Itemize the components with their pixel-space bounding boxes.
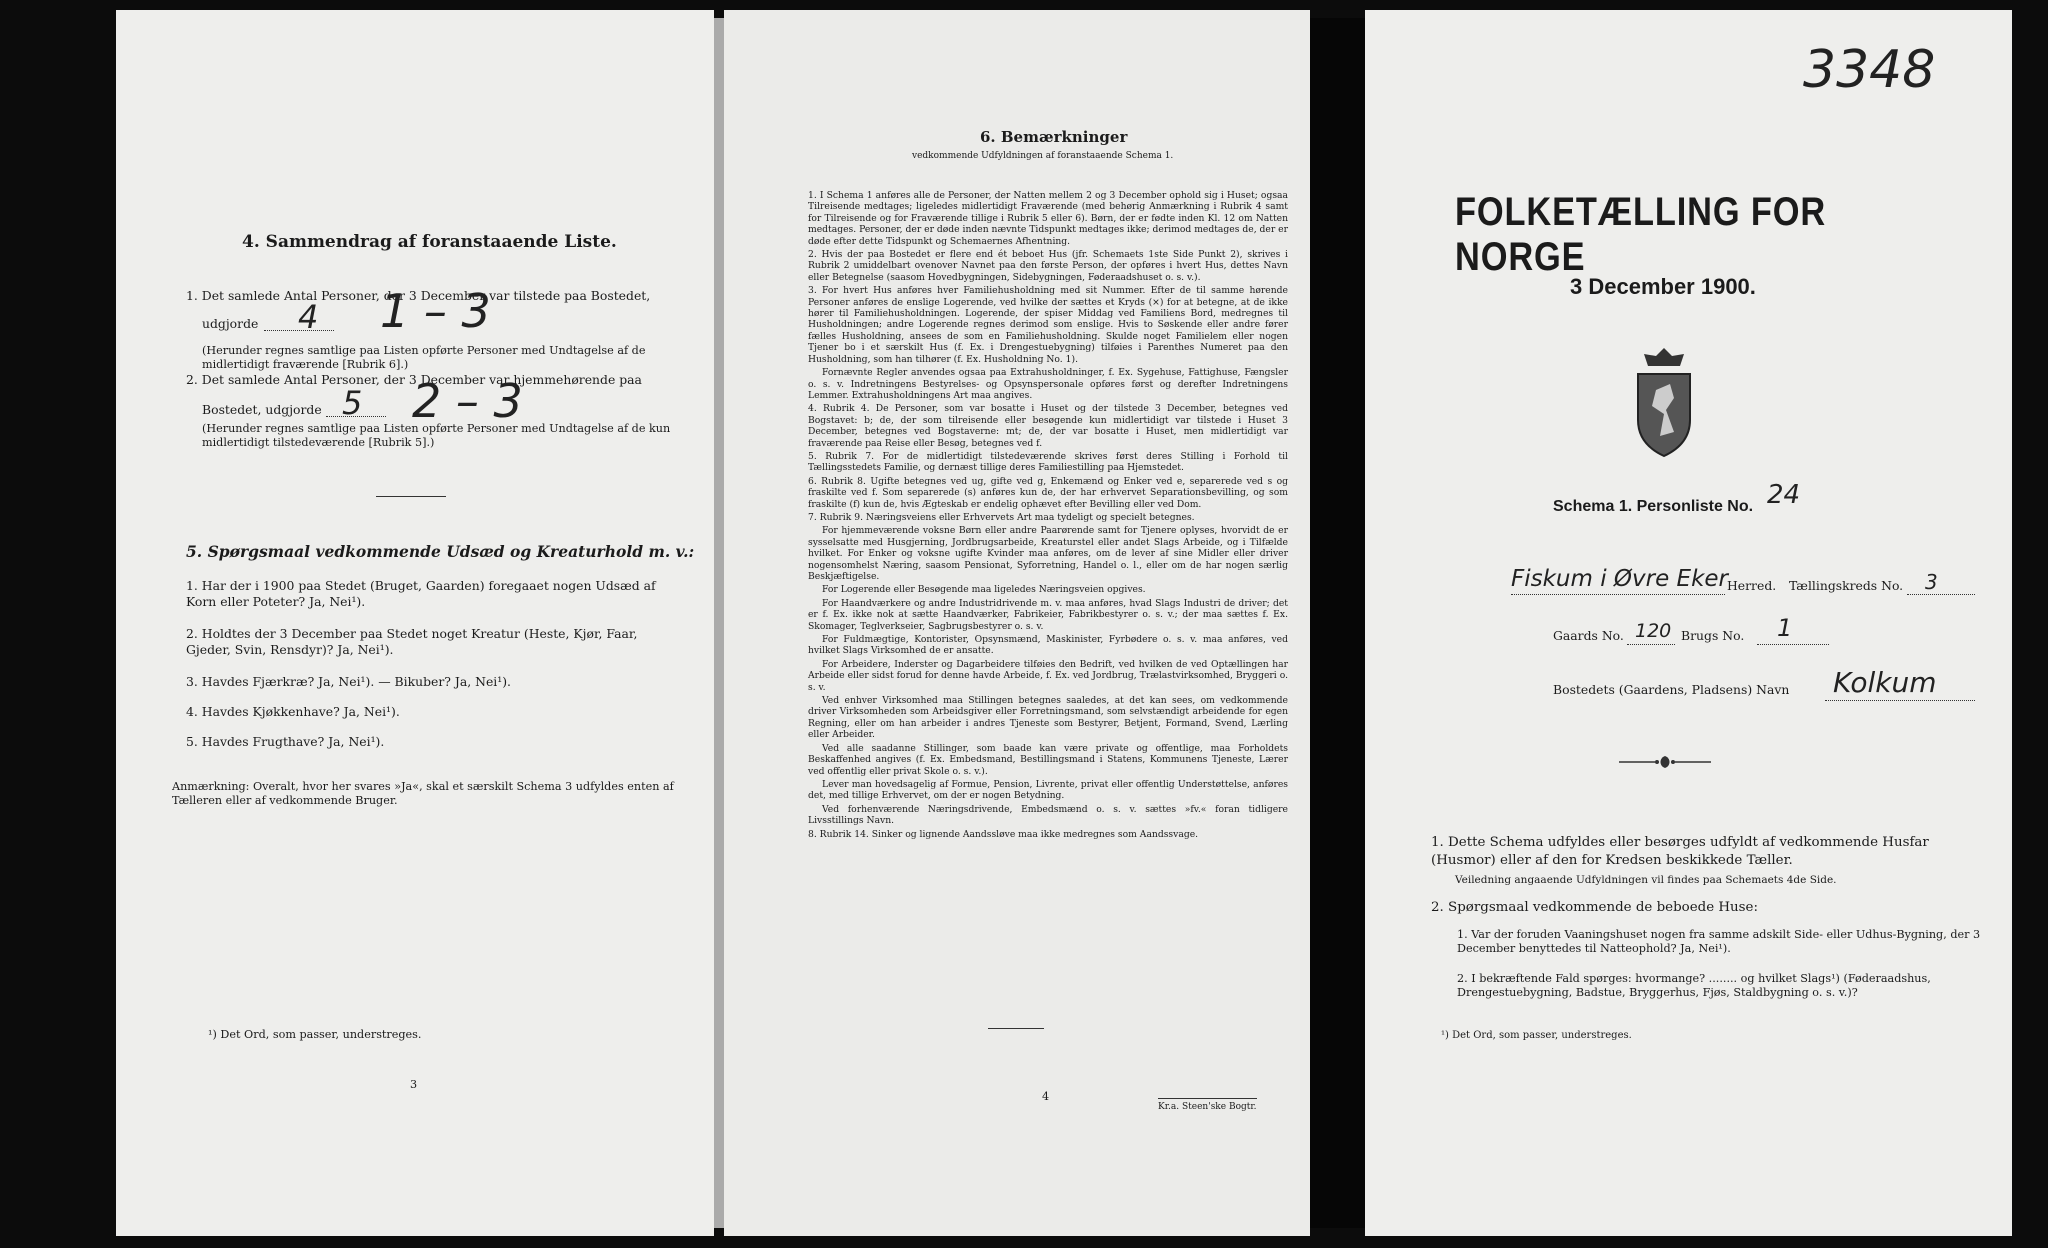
instruction-1-note: Veiledning angaaende Udfyldningen vil findes paa Schemaets 4de Side. [1455,874,1837,886]
kreds-label: Tællingskreds No. [1789,578,1904,593]
bosted-value: Kolkum [1833,666,1937,699]
cover-date: 3 December 1900. [1570,274,1756,299]
q5-5: 5. Havdes Frugthave? Ja, Nei¹). [186,734,385,749]
remark-item: For Logerende eller Besøgende maa ligeledes Næringsveien opgives. [822,584,1146,596]
page-gutter [714,18,724,1228]
q2-handwritten-value: 5 [342,384,363,422]
remark-item: For Fuldmægtige, Kontorister, Opsynsmænd, Maskinister, Fyrbødere o. s. v. maa anføres, ved hvilket Slags Virksomhed de er ansatte. [808,634,1288,657]
divider [376,496,446,497]
instruction-1: 1. Dette Schema udfyldes eller besørges udfyldt af vedkommende Husfar (Husmor) eller af den for Kredsen beskikkede Tæller. [1431,835,1929,868]
gaards-label: Gaards No. [1553,628,1624,643]
cover-title: FOLKETÆLLING FOR NORGE [1455,190,1827,279]
q5-4: 4. Havdes Kjøkkenhave? Ja, Nei¹). [186,704,400,719]
remark-item: Ved forhenværende Næringsdrivende, Embedsmænd o. s. v. sættes »fv.« foran tidligere Livsstillings Navn. [808,803,1288,827]
schema-number: 24 [1767,480,1801,510]
bosted-line [1825,700,1975,701]
herred-label: Herred. [1727,578,1777,593]
herred-line [1511,594,1725,595]
instruction-2-2: 2. I bekræftende Fald spørges: hvormange? ........ og hvilket Slags¹) (Føderaadshus, Drengestuebygning, Badstue, Bryggerhus, Fjøs, Staldbygning o. s. v.)? [1457,972,1931,1000]
q5-2: 2. Holdtes der 3 December paa Stedet noget Kreatur (Heste, Kjør, Faar, Gjeder, Svin, Rensdyr)? Ja, Nei¹). [186,626,638,657]
q1-udgjorde-label: udgjorde [202,316,259,331]
section-4-title: 4. Sammendrag af foranstaaende Liste. [242,232,617,252]
instruction-2: 2. Spørgsmaal vedkommende de beboede Huse: [1431,900,1758,915]
q1-handwritten-tally: 1 – 3 [380,284,491,338]
remarks-list [808,190,1288,842]
gaards-number: 120 [1635,620,1672,642]
page-4-remarks [724,10,1310,1236]
coat-of-arms-emblem [1626,340,1702,460]
instruction-2-1: 1. Var der foruden Vaaningshuset nogen fra samme adskilt Side- eller Udhus-Bygning, der 3 December benyttedes til Natteophold? Ja, Nei¹). [1457,928,1981,956]
ornament-divider [1615,754,1715,770]
cover-page [1365,10,2012,1236]
brugs-number: 1 [1777,614,1793,642]
q1-note: (Herunder regnes samtlige paa Listen opførte Personer med Undtagelse af de midlertidigt fraværende [Rubrik 6].) [202,344,646,372]
remarks-subtitle: vedkommende Udfyldningen af foranstaaende Schema 1. [912,151,1174,161]
page-number: 3 [410,1078,418,1091]
kreds-number: 3 [1925,570,1938,594]
remark-item: 5. Rubrik 7. For de midlertidigt tilstedeværende skrives først deres Stilling i Forhold til Tællingsstedets Familie, og dernæst tillige deres Familiestilling paa Hjemstedet. [808,450,1288,474]
page-gutter [1310,18,1365,1228]
printer-note: Kr.a. Steen'ske Bogtr. [1158,1098,1257,1113]
bosted-label: Bostedets (Gaardens, Pladsens) Navn [1553,682,1790,697]
remark-item: For Arbeidere, Inderster og Dagarbeidere tilføies den Bedrift, ved hvilken de ved Optællingen har Arbeide eller sidst forud for denne havde Arbeide, f. Ex. ved Jordbrug, Trælastvirksomhed, Bryggeri o. s. v. [808,658,1288,693]
q2-handwritten-tally: 2 – 3 [412,374,523,428]
remark-item: 4. Rubrik 4. De Personer, som var bosatte i Huset og der tilstede 3 December, betegnes ved Bogstavet: b; de, der som tilreisende eller besøgende kun midlertidigt var tilstede i Huset 3 December, betegnes ved Bogstaverne: mt; de, der var bosatte i Huset, men midlertidigt var fraværende paa Reise eller Besøg, betegnes ved f. [808,403,1288,449]
q1-dotted-line [264,330,334,331]
remarks-title: 6. Bemærkninger [980,128,1128,146]
q2-line1: 2. Det samlede Antal Personer, der 3 December var hjemmehørende paa [186,372,642,387]
gaards-line [1627,644,1675,645]
q5-3: 3. Havdes Fjærkræ? Ja, Nei¹). — Bikuber? Ja, Nei¹). [186,674,511,689]
section-5-title: 5. Spørgsmaal vedkommende Udsæd og Kreaturhold m. v.: [186,542,695,561]
footnote: ¹) Det Ord, som passer, understreges. [208,1028,422,1041]
q5-1: 1. Har der i 1900 paa Stedet (Bruget, Gaarden) foregaaet nogen Udsæd af Korn eller Poteter? Ja, Nei¹). [186,578,656,609]
remark-item: Ved alle saadanne Stillinger, som baade kan være private og offentlige, maa Forholdets Beskaffenhed angives (f. Ex. Embedsmand, Bestillingsmand i Statens, Kommunens Tjeneste, Lærer ved offentlig eller privat Skole o. s. v.). [808,742,1288,777]
brugs-label: Brugs No. [1681,628,1745,643]
remark-item: Ved enhver Virksomhed maa Stillingen betegnes saaledes, at det kan sees, om vedkommende driver Virksomheden som Arbeidsgiver eller Forretningsmand, som selvstændigt arbeidende for egen Regning, eller om han arbeider i andres Tjeneste som Bestyrer, Betjent, Formand, Svend, Lærling eller Arbeider. [808,695,1288,741]
q1-line1: 1. Det samlede Antal Personer, der 3 December var tilstede paa Bostedet, [186,288,651,303]
q2-bostedet-label: Bostedet, udgjorde [202,402,322,417]
remark-item: 8. Rubrik 14. Sinker og lignende Aandssløve maa ikke medregnes som Aandssvage. [808,828,1199,840]
remark-item: 3. For hvert Hus anføres hver Familiehusholdning med sit Nummer. Efter de til samme hørende Personer anføres de enslige Logerende, ved hvilke der sættes et Kryds (×) for at betegne, at de ikke hører til Familiehusholdningen. Logerende, der spiser Middag ved Familiens Bord, medregnes til Husholdningen; andre Logerende regnes derimod som enslige. Hvis to Søskende eller andre fører fælles Husholdning, ansees de som en Familiehusholdning. Skulde noget Familielem eller nogen Tjener bo i et særskilt Hus (f. Ex. i Drengestuebygning) tilføies i Parenthes Numeret paa den Husholdning, som han tilhører (f. Ex. Husholdning No. 1). [808,285,1288,365]
schema-label: Schema 1. Personliste No. [1553,498,1754,515]
q1-handwritten-value: 4 [298,298,319,336]
kreds-line [1907,594,1975,595]
remark-item: Lever man hovedsagelig af Formue, Pension, Livrente, privat eller offentlig Understøttelse, anføres det, med tillige Erhvervet, om der er nogen Betydning. [808,778,1288,802]
divider [988,1028,1044,1029]
remark-item: 7. Rubrik 9. Næringsveiens eller Erhvervets Art maa tydeligt og specielt betegnes. [808,511,1195,523]
herred-value: Fiskum i Øvre Eker [1511,566,1729,592]
q2-dotted-line [326,416,386,417]
remark-item: 2. Hvis der paa Bostedet er flere end ét beboet Hus (jfr. Schemaets 1ste Side Punkt 2), skrives i Rubrik 2 umiddelbart ovenover Navnet paa den første Person, der opføres i hvert Hus, dettes Navn eller Betegnelse (saasom Hovedbygningen, Sidebygningen, Føderaadshuset o. s. v.). [808,249,1288,283]
anmerkning-note: Anmærkning: Overalt, hvor her svares »Ja«, skal et særskilt Schema 3 udfyldes enten af Tælleren eller af vedkommende Bruger. [172,780,674,808]
page-3-summary [116,10,714,1236]
page-number: 4 [1042,1090,1050,1103]
remark-item: 1. I Schema 1 anføres alle de Personer, der Natten mellem 2 og 3 December ophold sig i Huset; ogsaa Tilreisende medtages; ligeledes midlertidigt Fraværende (med behørig Anmærkning i Rubrik 4 samt for Tilreisende og for Fraværende tillige i Rubrik 5 eller 6). Børn, der er fødte inden Kl. 12 om Natten medtages. Personer, der er døde inden nævnte Tidspunkt medtages ikke; derimod medtages de, der er døde efter dette Tidspunkt og Schemaernes Afhentning. [808,190,1288,247]
archive-number: 3348 [1803,40,1936,100]
footnote: ¹) Det Ord, som passer, understreges. [1441,1030,1632,1041]
remark-item: Fornævnte Regler anvendes ogsaa paa Extrahusholdninger, f. Ex. Sygehuse, Fattighuse, Fængsler o. s. v. Indretningens Bestyrelses- og Opsynspersonale opføres først og derefter Indretningens Lemmer. Extrahusholdningens Art maa angives. [808,367,1288,401]
remark-item: For Haandværkere og andre Industridrivende m. v. maa anføres, hvad Slags Industri de driver; det er f. Ex. ikke nok at sætte Haandværker, Fabrikeier, Fabrikbestyrer o. s. v.; der maa sættes f. Ex. Skomager, Teglverkseier, Sagbrugsbestyrer o. s. v. [808,597,1288,632]
brugs-line [1757,644,1829,645]
remark-item: For hjemmeværende voksne Børn eller andre Paarørende samt for Tjenere oplyses, hvorvidt de er sysselsatte med Husgjerning, Jordbrugsarbeide, Kreaturstel eller andet Slags Arbeide, og i Tilfælde hvilket. For Enker og voksne ugifte Kvinder maa anføres, om de lever af sine Midler eller driver nogensomhelst Næring, saasom Pensionat, Syforretning, Handel o. l., eller om de har nogen særlig Beskjæftigelse. [808,525,1288,582]
remark-item: 6. Rubrik 8. Ugifte betegnes ved ug, gifte ved g, Enkemænd og Enker ved e, separerede ved s og fraskilte ved f. Som separerede (s) anføres kun de, der har erhvervet Separationsbevilling, og som fraskilte (f) kun de, hvis Ægteskab er endelig ophævet efter Bevilling eller ved Dom. [808,475,1288,510]
q2-note: (Herunder regnes samtlige paa Listen opførte Personer med Undtagelse af de kun midlertidigt tilstedeværende [Rubrik 5].) [202,422,671,450]
